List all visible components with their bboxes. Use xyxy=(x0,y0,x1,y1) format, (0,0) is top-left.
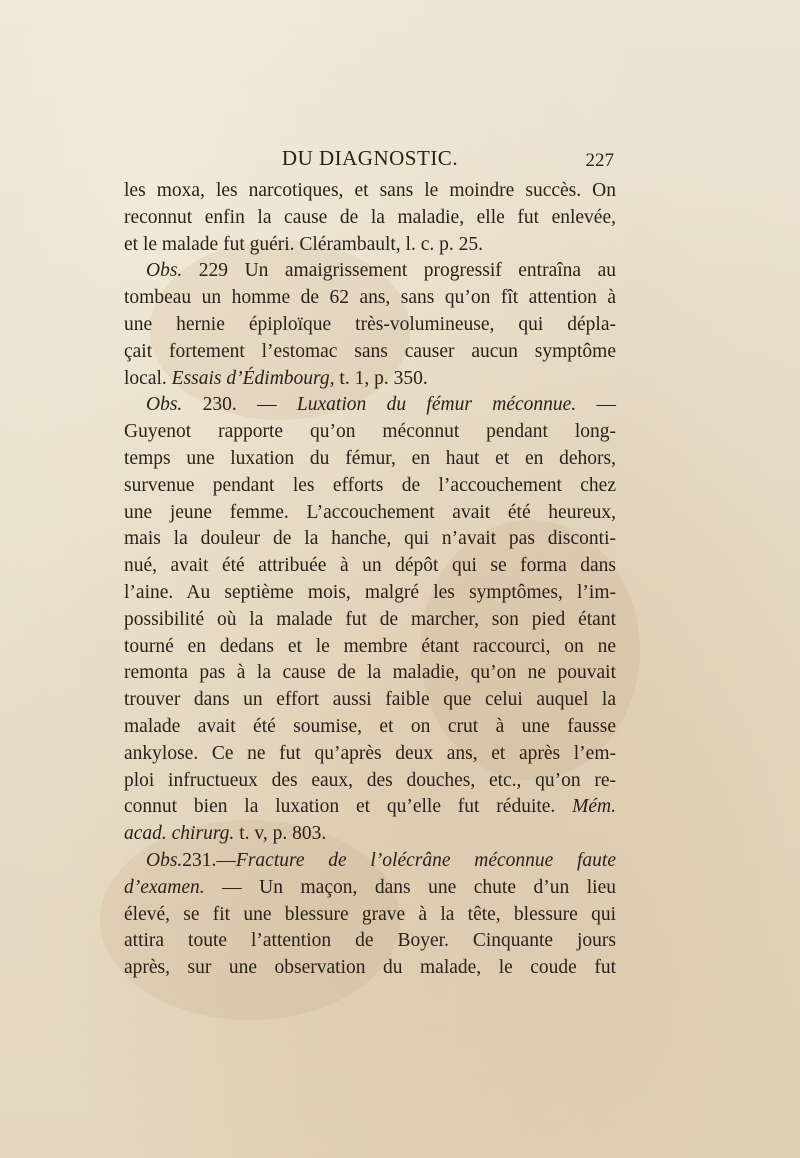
text-segment: tombeau un homme de 62 ans, sans qu’on fît attention à xyxy=(124,287,616,309)
text-line xyxy=(124,553,616,580)
italic-text: Obs. xyxy=(146,260,183,282)
text-line xyxy=(124,392,616,419)
text-segment: après, sur une observation du malade, le coude fut xyxy=(124,957,616,979)
text-line xyxy=(124,875,616,902)
text-segment: attira toute l’attention de Boyer. Cinquante jours xyxy=(124,930,616,952)
text-segment: survenue pendant les efforts de l’accouchement chez xyxy=(124,474,616,496)
text-line xyxy=(124,634,616,661)
text-segment: remonta pas à la cause de la maladie, qu’on ne pouvait xyxy=(124,662,616,684)
page-header xyxy=(124,146,616,176)
text-line xyxy=(124,848,616,875)
text-line xyxy=(124,928,616,955)
text-segment: tourné en dedans et le membre étant raccourci, on ne xyxy=(124,635,616,657)
text-segment: une hernie épiploïque très-volumineuse, qui dépla- xyxy=(124,313,616,335)
text-segment: l’aine. Au septième mois, malgré les symptômes, l’im- xyxy=(124,581,616,603)
text-segment: — Un maçon, dans une chute d’un lieu xyxy=(204,876,616,898)
text-segment: 229 Un amaigrissement progressif entraîna au xyxy=(182,260,616,282)
text-line xyxy=(124,794,616,821)
text-segment: une jeune femme. L’accouchement avait été heureux, xyxy=(124,501,616,523)
text-line xyxy=(124,526,616,553)
text-line xyxy=(124,366,616,393)
text-line xyxy=(124,607,616,634)
text-segment: malade avait été soumise, et on crut à une fausse xyxy=(124,715,616,737)
page-number: 227 xyxy=(585,150,614,171)
text-segment: 231.— xyxy=(182,849,236,871)
text-line xyxy=(124,285,616,312)
text-segment: mais la douleur de la hanche, qui n’avait pas disconti- xyxy=(124,528,616,550)
italic-text: Mém. xyxy=(572,796,616,818)
italic-text: Fracture de l’olécrâne méconnue faute xyxy=(235,849,616,871)
text-line xyxy=(124,339,616,366)
text-segment: çait fortement l’estomac sans causer aucun symptôme xyxy=(124,340,616,362)
italic-text: Obs. xyxy=(146,394,183,416)
text-line xyxy=(124,660,616,687)
text-line xyxy=(124,902,616,929)
italic-text: Luxation du fémur méconnue. xyxy=(296,394,577,416)
text-segment: trouver dans un effort aussi faible que celui auquel la xyxy=(124,689,616,711)
italic-text: Essais d’Édimbourg, xyxy=(171,367,335,389)
text-segment: connut bien la luxation et qu’elle fut réduite. xyxy=(124,796,573,818)
text-segment: reconnut enfin la cause de la maladie, elle fut enlevée, xyxy=(124,206,616,228)
text-line xyxy=(124,446,616,473)
text-segment: ankylose. Ce ne fut qu’après deux ans, et après l’em- xyxy=(124,742,616,764)
text-segment: possibilité où la malade fut de marcher, son pied étant xyxy=(124,608,616,630)
text-line xyxy=(124,178,616,205)
text-segment: 230. — xyxy=(182,394,297,416)
text-segment: t. 1, p. 350. xyxy=(334,367,428,389)
text-segment: et le malade fut guéri. Clérambault, l. c. p. 25. xyxy=(124,233,484,255)
text-line xyxy=(124,714,616,741)
text-segment: élevé, se fit une blessure grave à la tête, blessure qui xyxy=(124,903,616,925)
text-segment: ploi infructueux des eaux, des douches, etc., qu’on re- xyxy=(124,769,616,791)
text-line xyxy=(124,500,616,527)
italic-text: d’examen. xyxy=(124,876,205,898)
text-line xyxy=(124,312,616,339)
italic-text: Obs. xyxy=(146,849,183,871)
text-line xyxy=(124,955,616,982)
text-line xyxy=(124,821,616,848)
text-line xyxy=(124,580,616,607)
text-line xyxy=(124,232,616,259)
text-line xyxy=(124,258,616,285)
italic-text: acad. chirurg. xyxy=(124,823,235,845)
text-line xyxy=(124,768,616,795)
text-segment: temps une luxation du fémur, en haut et en dehors, xyxy=(124,447,616,469)
text-line xyxy=(124,205,616,232)
running-title: DU DIAGNOSTIC. xyxy=(281,146,459,170)
body-text xyxy=(124,178,616,982)
text-line xyxy=(124,419,616,446)
text-segment: nué, avait été attribuée à un dépôt qui se forma dans xyxy=(124,555,616,577)
text-line xyxy=(124,473,616,500)
text-segment: — xyxy=(576,394,617,416)
text-segment: les moxa, les narcotiques, et sans le moindre succès. On xyxy=(124,180,616,201)
text-segment: t. v, p. 803. xyxy=(234,823,327,845)
text-segment: local. xyxy=(124,367,172,389)
text-line xyxy=(124,687,616,714)
text-line xyxy=(124,741,616,768)
text-segment: Guyenot rapporte qu’on méconnut pendant long- xyxy=(124,421,616,443)
